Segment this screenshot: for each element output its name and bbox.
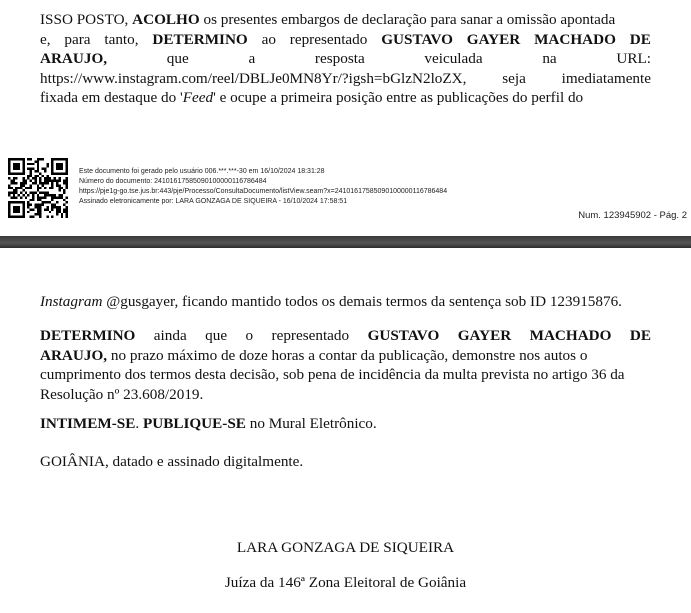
determination-paragraph	[40, 326, 651, 404]
page-number: Num. 123945902 - Pág. 2	[578, 210, 687, 221]
line-2: ARAUJO, no prazo máximo de doze horas a contar da publicação, demonstre nos autos o	[40, 346, 588, 364]
line-1: DETERMINO ainda que o representado GUSTAVO GAYER MACHADO DE	[40, 327, 651, 344]
line-3: cumprimento dos termos desta decisão, sob pena de incidência da multa prevista no artigo 36 da	[40, 366, 625, 383]
generated-by-line: Este documento foi gerado pelo usuário 006.***.***-30 em 16/10/2024 18:31:28	[79, 168, 325, 175]
line-1: ISSO POSTO, ACOLHO os presentes embargos de declaração para sanar a omissão apontada	[40, 11, 616, 28]
intimation-paragraph: INTIMEM-SE. PUBLIQUE-SE no Mural Eletrônico.	[40, 415, 377, 432]
signed-by-line: Assinado eletronicamente por: LARA GONZAGA DE SIQUEIRA - 16/10/2024 17:58:51	[79, 198, 348, 205]
document-number-line: Número do documento: 24101617585090100000116786484	[79, 178, 267, 185]
document-footer	[79, 167, 447, 207]
document-page-1	[0, 0, 691, 236]
document-page-2	[0, 248, 691, 613]
line-2: e, para tanto, DETERMINO ao representado GUSTAVO GAYER MACHADO DE	[40, 30, 651, 48]
page-separator	[0, 236, 691, 248]
line-4: https://www.instagram.com/reel/DBLJe0MN8Yr/?igsh=bGlzN2loZX, seja imediatamente	[40, 69, 651, 87]
instagram-url: https://www.instagram.com/reel/DBLJe0MN8Yr/?igsh=bGlzN2loZX,	[40, 69, 467, 87]
verification-url: https://pje1g-go.tse.jus.br:443/pje/Processo/ConsultaDocumento/listView.seam?x=24101617585090100000116786484	[79, 188, 448, 195]
qr-code-icon	[8, 158, 68, 218]
line-5: fixada em destaque do 'Feed' e ocupe a primeira posição entre as publicações do perfil do	[40, 89, 584, 106]
signer-role: Juíza da 146ª Zona Eleitoral de Goiânia	[224, 574, 467, 591]
line-4: Resolução nº 23.608/2019.	[40, 385, 204, 403]
decision-paragraph	[40, 10, 651, 108]
location-paragraph: GOIÂNIA, datado e assinado digitalmente.	[40, 453, 304, 470]
instagram-paragraph: Instagram @gusgayer, ficando mantido todos os demais termos da sentença sob ID 123915876.	[40, 293, 622, 310]
signer-name: LARA GONZAGA DE SIQUEIRA	[236, 539, 455, 556]
line-3: ARAUJO, que a resposta veiculada na URL:	[40, 50, 651, 67]
